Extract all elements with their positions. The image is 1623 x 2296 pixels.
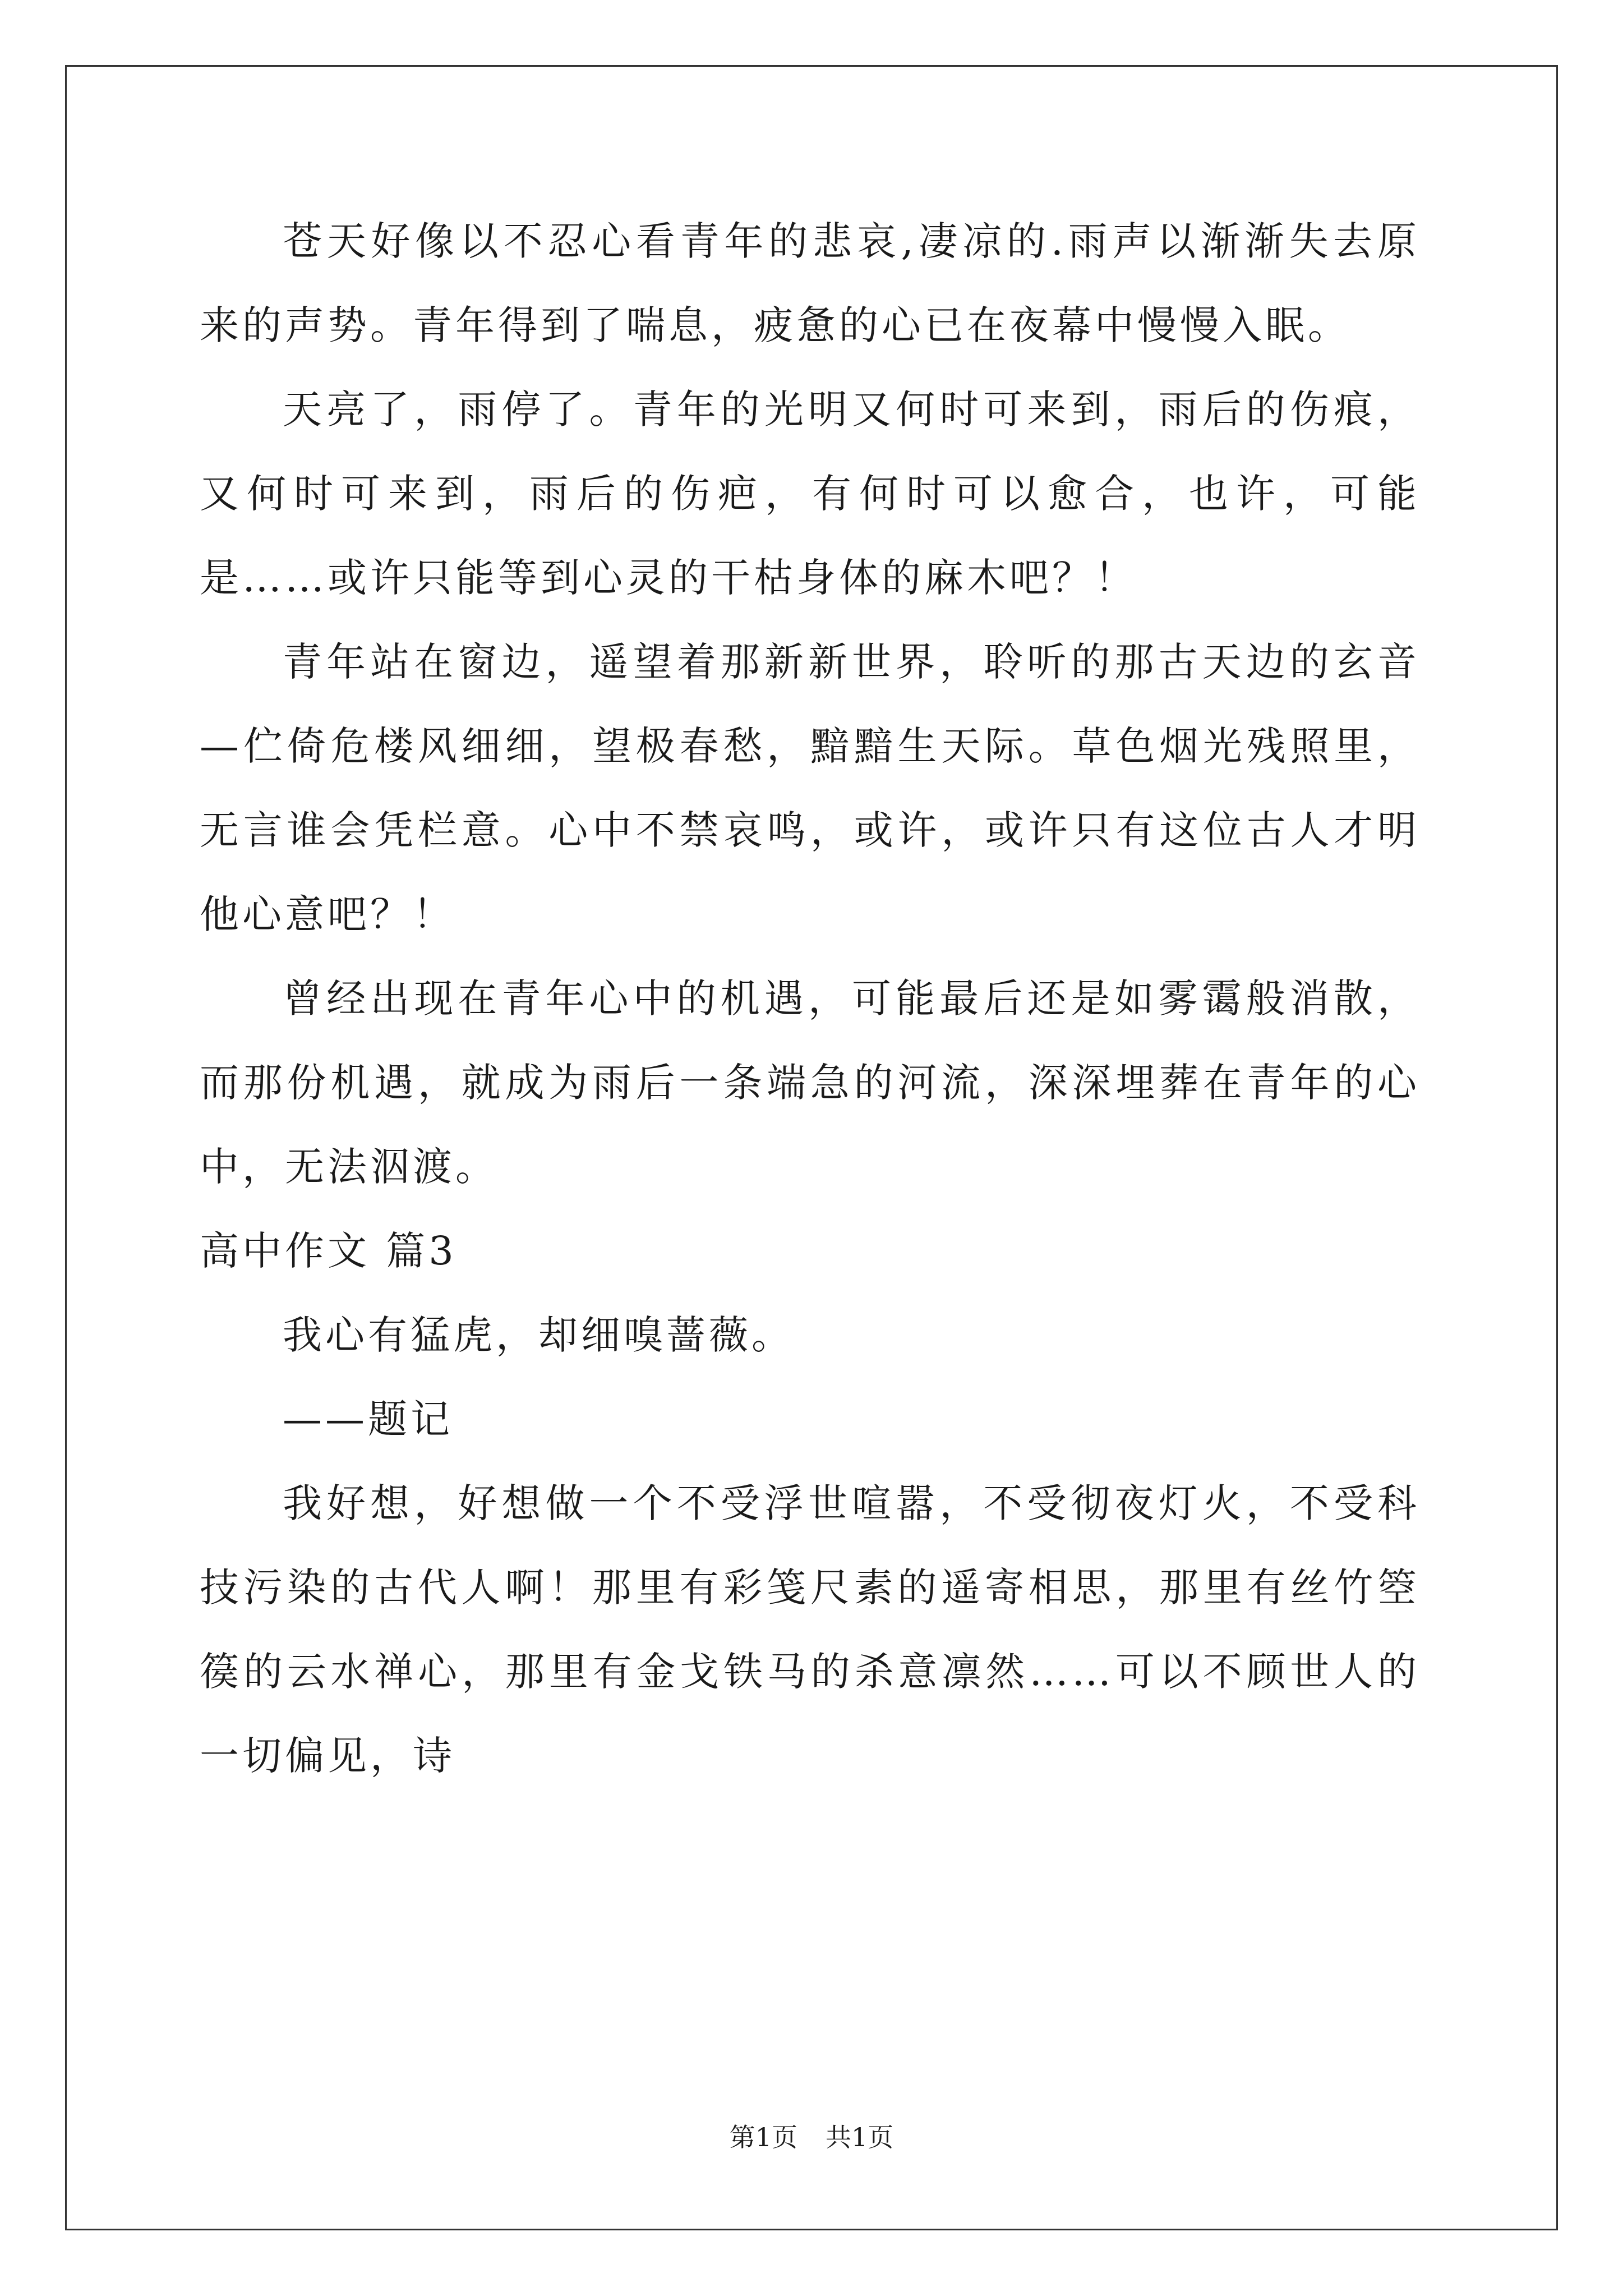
paragraph-3: 青年站在窗边，遥望着那新新世界，聆听的那古天边的玄音—伫倚危楼风细细，望极春愁，黯黯生天际。草色烟光残照里，无言谁会凭栏意。心中不禁哀鸣，或许，或许只有这位古人才明他心意吧？！ <box>200 639 1420 937</box>
section-heading: 高中作文 篇3 <box>200 1228 457 1274</box>
paragraph-5: 我好想，好想做一个不受浮世喧嚣，不受彻夜灯火，不受科技污染的古代人啊！那里有彩笺尺素的遥寄相思，那里有丝竹箜篌的云水禅心，那里有金戈铁马的杀意凛然……可以不顾世人的一切偏见，诗 <box>200 1480 1420 1779</box>
paragraph-2: 天亮了，雨停了。青年的光明又何时可来到，雨后的伤痕，又何时可来到，雨后的伤疤，有何时可以愈合，也许，可能是……或许只能等到心灵的干枯身体的麻木吧？！ <box>200 386 1420 601</box>
document-body <box>200 199 1420 1798</box>
paragraph-epigraph: 我心有猛虎，却细嗅蔷薇。 <box>283 1312 794 1358</box>
paragraph-4: 曾经出现在青年心中的机遇，可能最后还是如雾霭般消散，而那份机遇，就成为雨后一条端急的河流，深深埋葬在青年的心中，无法泅渡。 <box>200 976 1420 1190</box>
paragraph-epigraph-attribution: ——题记 <box>283 1396 453 1442</box>
page-number-total: 共1页 <box>826 2122 894 2152</box>
paragraph-1: 苍天好像以不忍心看青年的悲哀,凄凉的.雨声以渐渐失去原来的声势。青年得到了喘息，疲惫的心已在夜幕中慢慢入眠。 <box>200 218 1420 348</box>
page-number-current: 第1页 <box>729 2122 797 2152</box>
page-footer <box>0 2120 1623 2154</box>
